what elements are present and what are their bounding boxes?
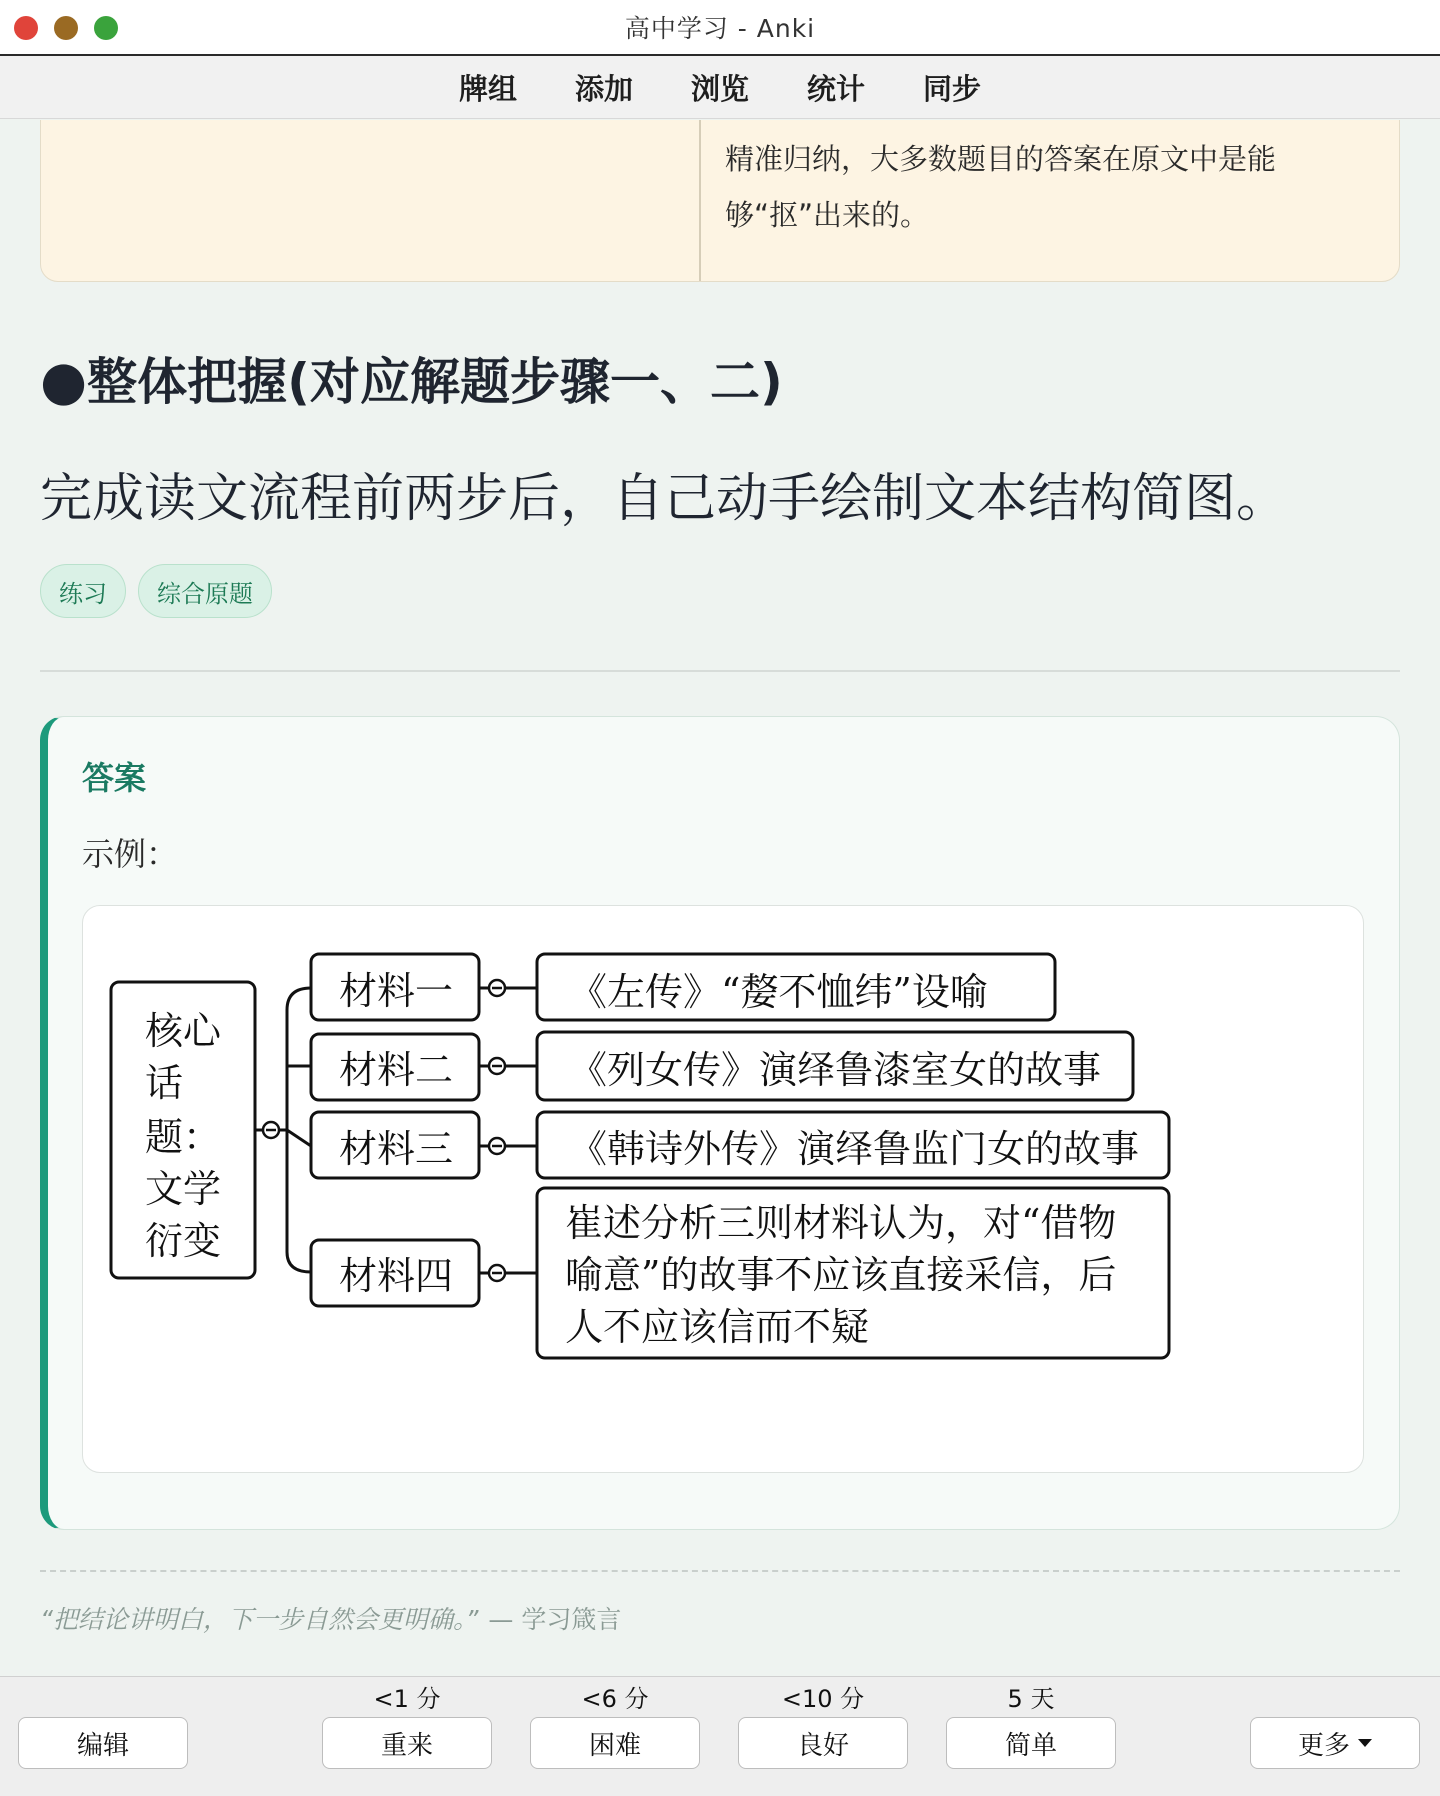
more-button[interactable]	[1250, 1717, 1420, 1769]
easy-due-label: 5 天	[1007, 1685, 1055, 1713]
quote-source: — 学习箴言	[488, 1605, 622, 1634]
nav-stats[interactable]: 统计	[807, 71, 866, 106]
answer-card	[40, 716, 1400, 1530]
bullet-icon: ●	[40, 349, 88, 412]
window-controls	[14, 16, 118, 40]
section-heading	[40, 342, 783, 414]
table-cell-text: 精准归纳，大多数题目的答案在原文中是能够“抠”出来的。	[725, 142, 1277, 232]
mindmap-svg	[83, 906, 1365, 1474]
minimize-window-button[interactable]	[54, 16, 78, 40]
good-due-label: <10 分	[781, 1685, 865, 1713]
detail-text: 人不应该信而不疑	[565, 1305, 870, 1349]
dropdown-caret-icon	[1358, 1739, 1372, 1747]
quote-text: “把结论讲明白，下一步自然会更明确。”	[40, 1605, 479, 1634]
answer-label: 答案	[82, 759, 147, 797]
table-column-divider	[699, 120, 701, 281]
more-button-label: 更多	[1297, 1730, 1350, 1761]
branch-label: 材料一	[339, 969, 454, 1013]
zoom-window-button[interactable]	[94, 16, 118, 40]
root-line: 衍变	[145, 1219, 222, 1263]
root-line: 题：	[145, 1115, 222, 1159]
footer-quote	[40, 1600, 621, 1636]
tag-original-question[interactable]: 综合原题	[138, 564, 272, 618]
root-line: 核心	[145, 1009, 222, 1053]
nav-decks[interactable]: 牌组	[458, 71, 517, 106]
detail-text: 《列女传》演绎鲁漆室女的故事	[569, 1048, 1102, 1092]
again-due-label: <1 分	[373, 1685, 441, 1713]
good-button[interactable]: 良好	[738, 1717, 908, 1769]
structure-diagram	[82, 905, 1364, 1473]
connector-line	[287, 1130, 311, 1146]
edit-button[interactable]: 编辑	[18, 1717, 188, 1769]
easy-button[interactable]: 简单	[946, 1717, 1116, 1769]
hard-button[interactable]: 困难	[530, 1717, 700, 1769]
tag-list	[40, 564, 272, 618]
divider	[40, 670, 1400, 672]
again-button[interactable]: 重来	[322, 1717, 492, 1769]
branch-label: 材料四	[339, 1254, 454, 1298]
review-bottom-bar	[0, 1676, 1440, 1796]
top-nav	[0, 56, 1440, 119]
branch-label: 材料二	[339, 1048, 454, 1092]
root-line: 话	[145, 1061, 184, 1105]
detail-text: 喻意”的故事不应该直接采信，后	[565, 1253, 1117, 1297]
branch-label: 材料三	[339, 1127, 454, 1171]
tag-practice[interactable]: 练习	[40, 564, 126, 618]
question-text: 完成读文流程前两步后，自己动手绘制文本结构简图。	[40, 469, 1289, 529]
previous-table-card	[40, 120, 1400, 282]
window-title: 高中学习 - Anki	[624, 14, 816, 43]
detail-text: 《韩诗外传》演绎鲁监门女的故事	[569, 1127, 1140, 1171]
hard-due-label: <6 分	[581, 1685, 649, 1713]
close-window-button[interactable]	[14, 16, 38, 40]
root-line: 文学	[145, 1167, 222, 1211]
nav-browse[interactable]: 浏览	[690, 71, 749, 106]
detail-text: 《左传》“嫠不恤纬”设喻	[569, 970, 988, 1014]
title-bar	[0, 0, 1440, 56]
section-heading-text: 整体把握(对应解题步骤一、二)	[87, 353, 783, 411]
answer-intro: 示例：	[82, 835, 179, 873]
nav-sync[interactable]: 同步	[923, 71, 982, 106]
dashed-divider	[40, 1570, 1400, 1572]
nav-add[interactable]: 添加	[574, 71, 633, 106]
detail-text: 崔述分析三则材料认为，对“借物	[565, 1201, 1117, 1245]
card-content[interactable]	[0, 120, 1440, 1676]
branch-bracket	[287, 988, 311, 1272]
